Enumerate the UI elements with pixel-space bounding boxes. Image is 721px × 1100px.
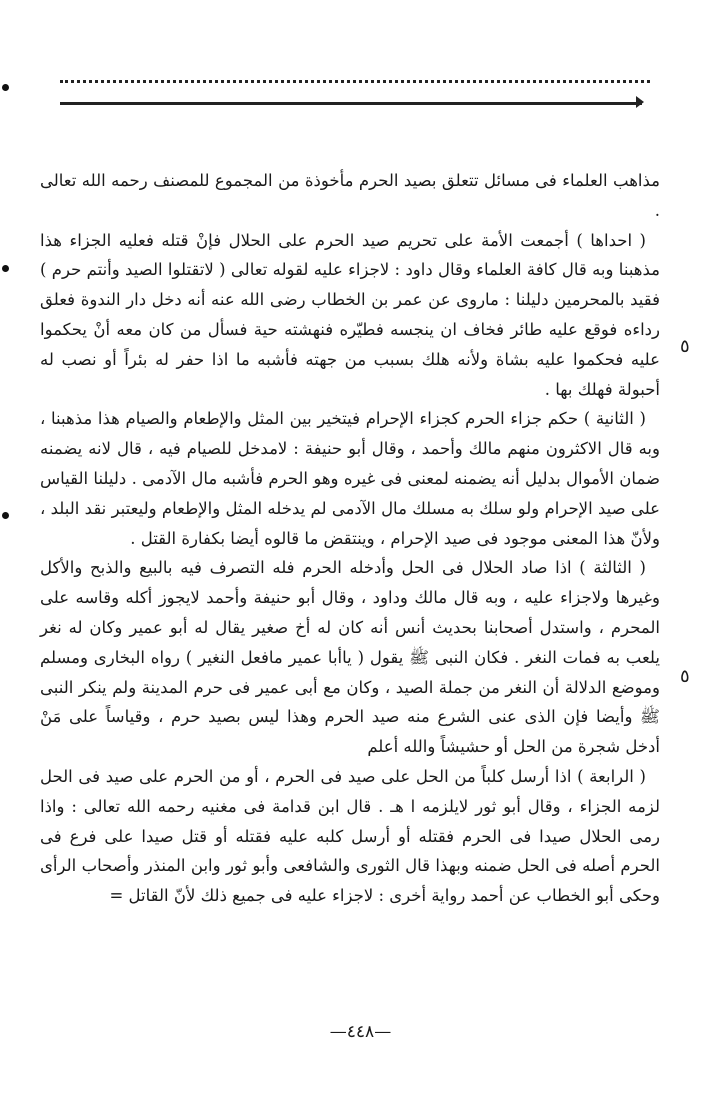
page-number: —٤٤٨— <box>329 1022 392 1042</box>
margin-dot <box>2 84 9 91</box>
margin-line-number: ٥ <box>680 336 690 357</box>
header-thick-rule <box>60 102 642 105</box>
header-dotted-rule <box>60 80 650 83</box>
paragraph-heading: مذاهب العلماء فى مسائل تتعلق بصيد الحرم مأخوذة من المجموع للمصنف رحمه الله تعالى . <box>40 171 660 220</box>
body-text <box>40 166 660 911</box>
paragraph-first-issue: ( احداها ) أجمعت الأمة على تحريم صيد الحرم على الحلال فإنْ قتله فعليه الجزاء هذا مذهبنا وبه قال كافة العلماء وقال داود : لاجزاء عليه لقوله تعالى ( لاتقتلوا الصيد وأنتم حرم ) فقيد بالمحرمين دليلنا : ماروى عن عمر بن الخطاب رضى الله عنه أنه دخل دار الندوة فعلق رداءه فوقع عليه طائر فخاف ان ينجسه فطيّره فنهشته حية فسأل من كان معه أنْ يحكموا عليه فحكموا عليه بشاة ولأنه هلك بسبب من جهته فأشبه ما اذا حفر له بئراً أو نصب له أحبولة فهلك بها . <box>40 230 660 399</box>
paragraph-second-issue: ( الثانية ) حكم جزاء الحرم كجزاء الإحرام فيتخير بين المثل والإطعام والصيام هذا مذهبنا ، وبه قال الاكثرون منهم مالك وأحمد ، وقال أبو حنيفة : لامدخل للصيام فيه ، قال لانه يضمنه ضمان الأموال بدليل أنه يضمنه لمعنى فى غيره وهو الحرم فأشبه مال الآدمى . دليلنا القياس على صيد الإحرام ولو سلك به مسلك مال الآدمى لم يدخله المثل والإطعام وليعتبر نقد البلد ، ولأنّ هذا المعنى موجود فى صيد الإحرام ، وينتقض ما قالوه أيضا بكفارة القتل . <box>40 409 660 548</box>
paragraph-fourth-issue: ( الرابعة ) اذا أرسل كلباً من الحل على صيد فى الحرم ، أو من الحرم على صيد فى الحل لزمه الجزاء ، وقال أبو ثور لايلزمه ا هـ . قال ابن قدامة فى مغنيه رحمه الله تعالى : واذا رمى الحلال صيدا فى الحرم فقتله أو أرسل كلبه عليه فقتله أو قتل صيدا على فرع فى الحرم أصله فى الحل ضمنه وبهذا قال الثورى والشافعى وأبو ثور وابن المنذر وأصحاب الرأى وحكى أبو الخطاب عن أحمد رواية أخرى : لاجزاء عليه فى جميع ذلك لأنّ القاتل = <box>40 766 660 906</box>
paragraph-third-issue: ( الثالثة ) اذا صاد الحلال فى الحل وأدخله الحرم فله التصرف فيه بالبيع والذبح والأكل وغيرها ولاجزاء عليه ، وبه قال مالك وداود ، وقال أبو حنيفة وأحمد لايجوز أكله وقاسه على المحرم ، واستدل أصحابنا بحديث أنس أنه كان له أخ صغير يقال له أبو عمير وكان له نغر يلعب به فمات النغر . فكان النبى ﷺ يقول ( ياأبا عمير مافعل النغير ) رواه البخارى ومسلم وموضع الدلالة أن النغر من جملة الصيد ، وكان مع أبى عمير فى حرم المدينة ولم ينكر النبى ﷺ وأيضا فإن الذى عنى الشرع منه صيد الحرم وهذا ليس بصيد حرم ، وقياساً على مَنْ أدخل شجرة من الحل أو حشيشاً والله أعلم <box>40 558 660 757</box>
header-rule-ornament <box>636 96 644 108</box>
margin-dot <box>2 265 9 272</box>
margin-line-number: ٥ <box>680 666 690 687</box>
margin-dot <box>2 512 9 519</box>
